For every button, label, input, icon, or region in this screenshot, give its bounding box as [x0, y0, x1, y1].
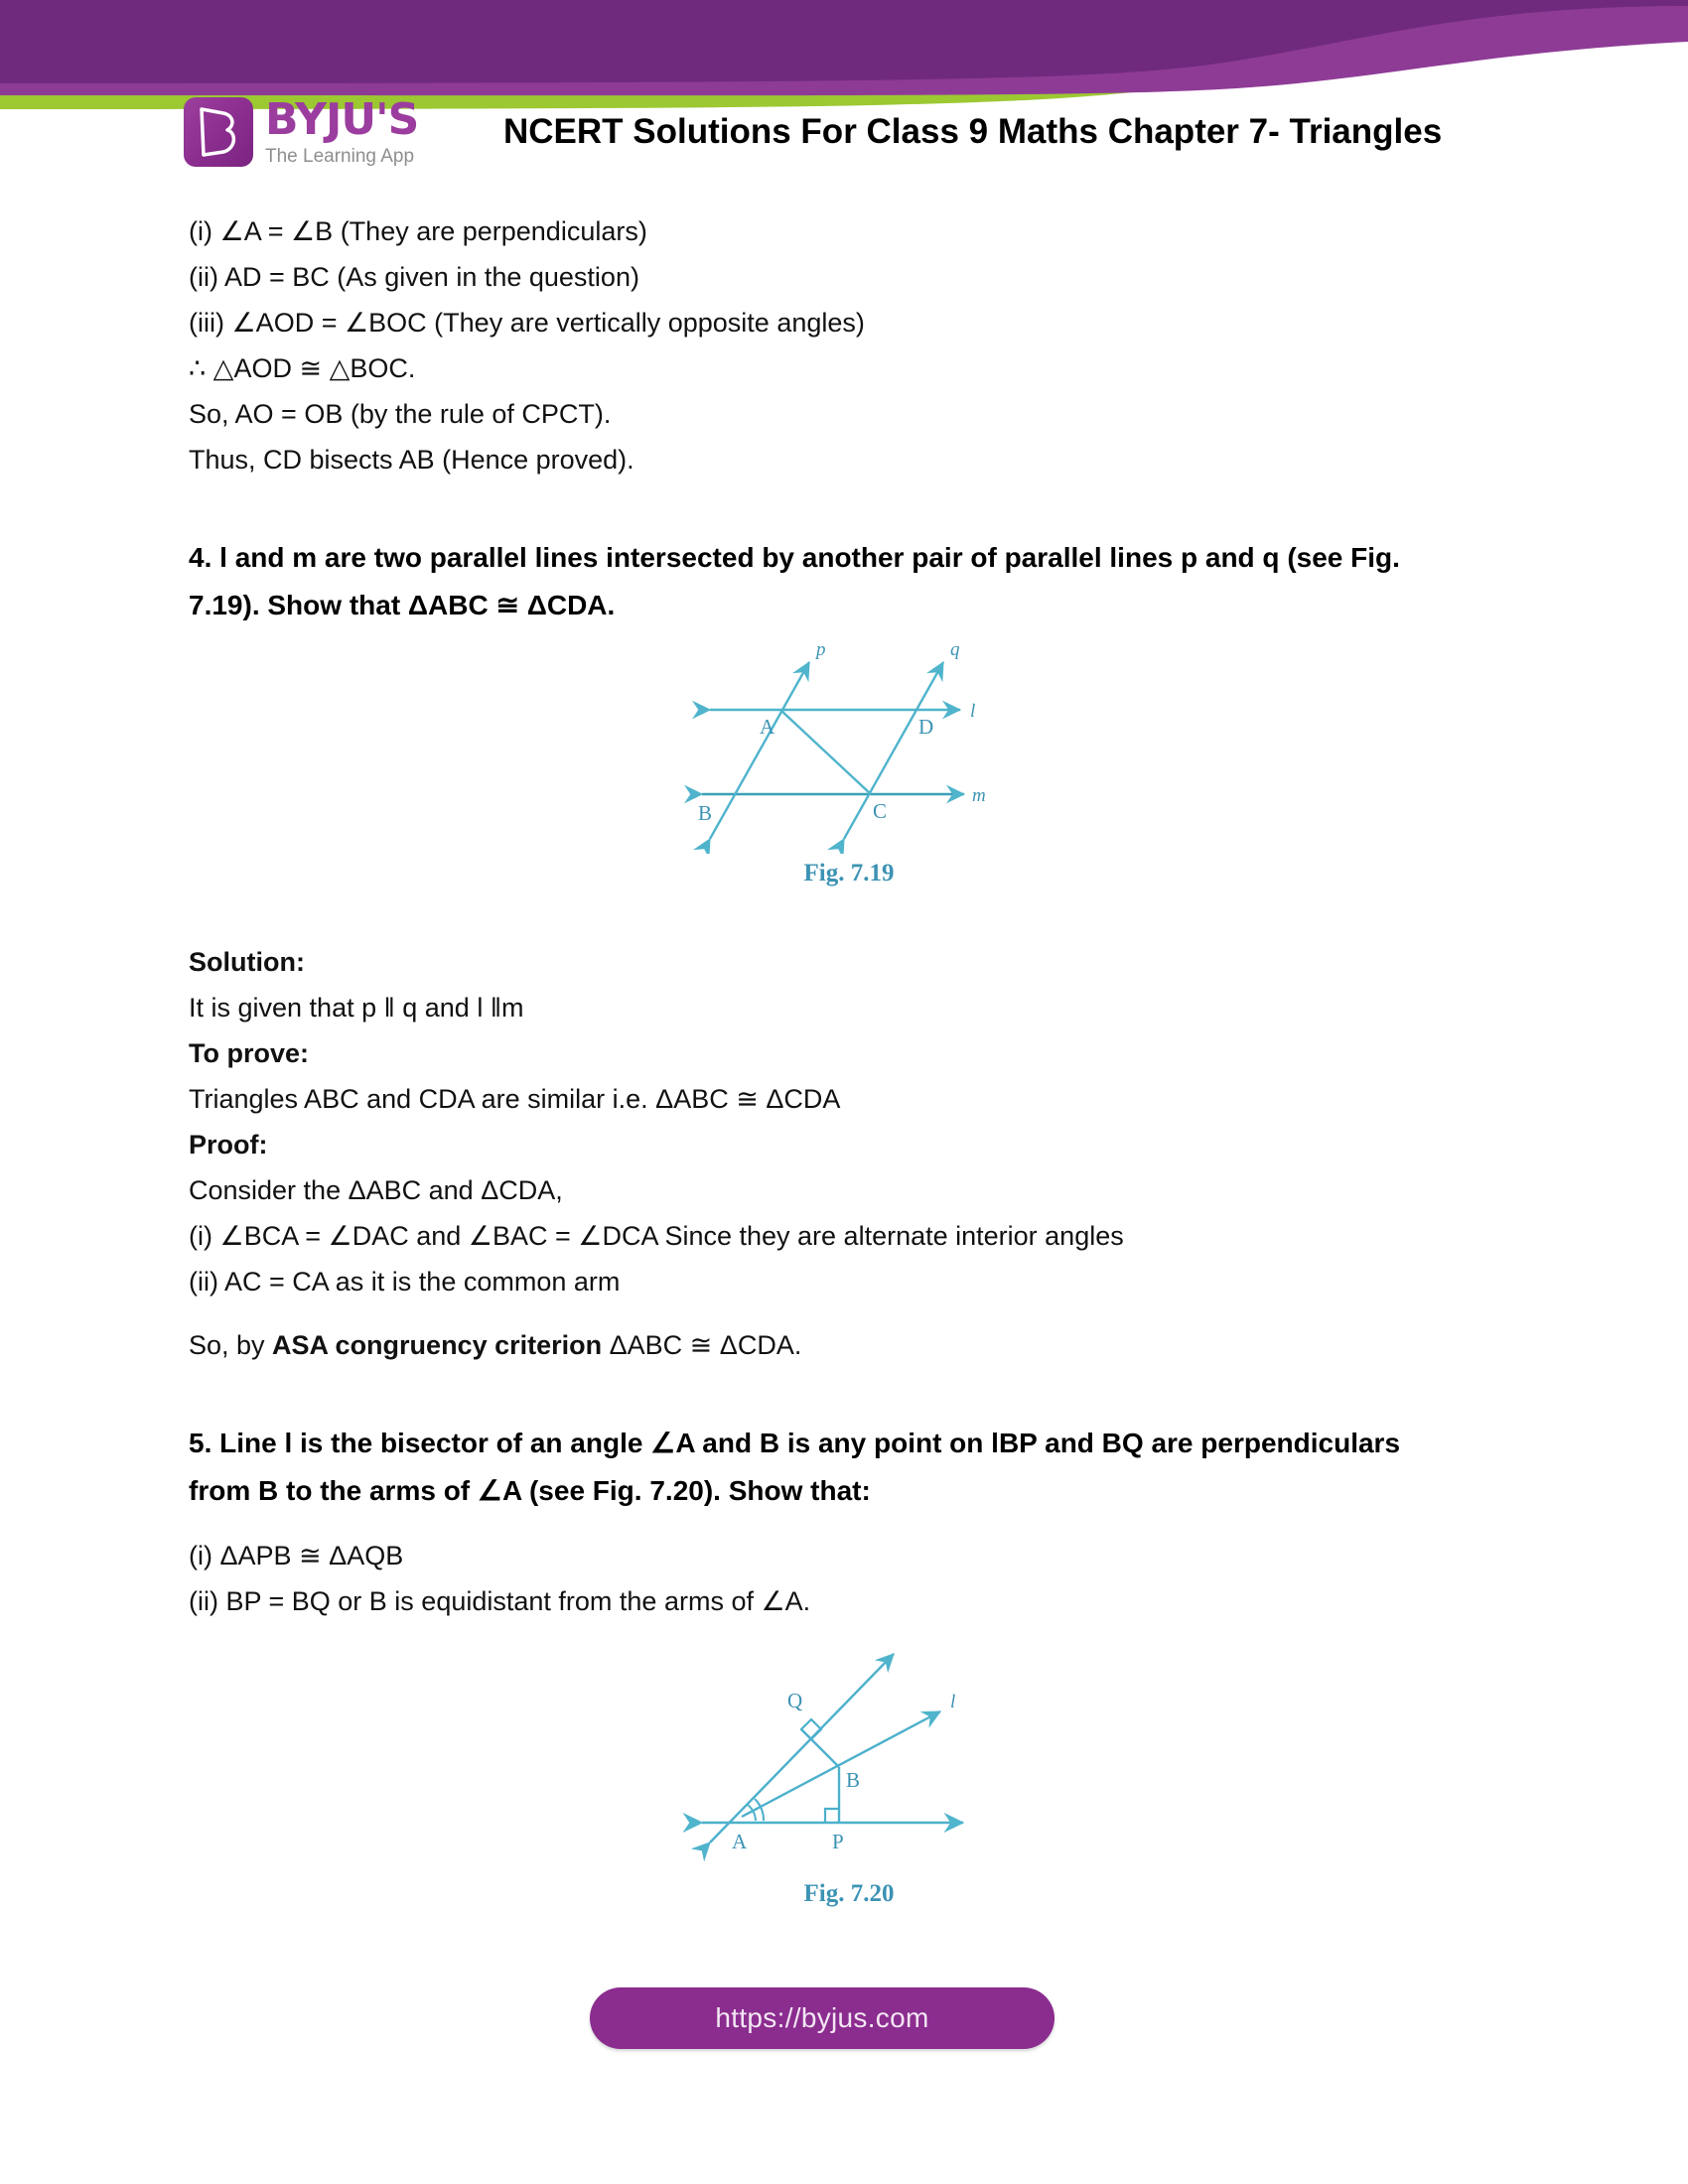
solution-4-block [189, 939, 1509, 1368]
byjus-website-link[interactable] [590, 1987, 1055, 2049]
proof-line: (iii) ∠AOD = ∠BOC (They are vertically opposite angles) [189, 308, 865, 338]
continued-proof-block [189, 208, 1509, 482]
proof-line: So, AO = OB (by the rule of CPCT). [189, 399, 612, 429]
page-header [184, 77, 1594, 187]
logo-b-glyph-icon [194, 105, 243, 159]
conclusion-line [189, 1322, 1509, 1368]
question-5-part: (i) ΔAPB ≅ ΔAQB [189, 1541, 404, 1570]
spacer [189, 482, 1509, 534]
figure-label-P: P [832, 1830, 844, 1853]
proof-heading: Proof: [189, 1130, 268, 1160]
figure-7-20-caption: Fig. 7.20 [803, 1880, 895, 1907]
right-angle-mark-p [825, 1809, 839, 1823]
logo-text-block [265, 94, 419, 167]
figure-label-A: A [732, 1830, 748, 1853]
line-q [844, 662, 943, 839]
figure-label-p: p [816, 639, 826, 660]
figure-label-C: C [873, 799, 888, 823]
right-angle-mark-q [801, 1719, 821, 1739]
proof-line: (ii) AD = BC (As given in the question) [189, 262, 639, 292]
spacer [189, 1304, 1509, 1322]
conclusion-suffix: ΔABC ≅ ΔCDA. [602, 1330, 802, 1360]
proof-step: (i) ∠BCA = ∠DAC and ∠BAC = ∠DCA Since they are alternate interior angles [189, 1221, 1124, 1251]
to-prove-text: Triangles ABC and CDA are similar i.e. ΔABC ≅ ΔCDA [189, 1084, 841, 1114]
figure-7-20-drawing [680, 1646, 1018, 1874]
question-5-text-line2: from B to the arms of ∠A (see Fig. 7.20). Show that: [189, 1475, 871, 1506]
byjus-logo-mark-icon [184, 97, 253, 167]
figure-label-B: B [698, 801, 713, 825]
figure-label-D: D [918, 715, 934, 739]
figure-7-19-caption: Fig. 7.19 [803, 860, 895, 887]
figure-label-B: B [846, 1768, 861, 1792]
question-4-block [189, 534, 1509, 629]
proof-step: Consider the ΔABC and ΔCDA, [189, 1175, 563, 1205]
spacer [189, 1368, 1509, 1420]
question-4-text-line2: 7.19). Show that ΔABC ≅ ΔCDA. [189, 590, 616, 620]
given-line: It is given that p ‖ q and l ‖m [189, 993, 524, 1023]
to-prove-heading: To prove: [189, 1038, 309, 1068]
byjus-website-link-text: https://byjus.com [715, 2002, 929, 2033]
figure-7-19 [189, 635, 1509, 887]
spacer [189, 887, 1509, 939]
logo-tagline: The Learning App [265, 146, 415, 167]
document-content [189, 208, 1509, 1908]
question-5-part: (ii) BP = BQ or B is equidistant from the arms of ∠A. [189, 1586, 811, 1616]
proof-line: (i) ∠A = ∠B (They are perpendiculars) [189, 216, 647, 246]
line-p [710, 662, 809, 839]
bisector-line-l [742, 1711, 940, 1817]
page-title: NCERT Solutions For Class 9 Maths Chapter 7- Triangles [503, 112, 1443, 151]
figure-label-l: l [950, 1692, 956, 1712]
proof-line: ∴ △AOD ≅ △BOC. [189, 353, 416, 383]
conclusion-criterion: ASA congruency criterion [272, 1330, 603, 1360]
question-5-block [189, 1420, 1509, 1624]
figure-label-q: q [950, 639, 960, 660]
question-4-text-line1: 4. l and m are two parallel lines intersected by another pair of parallel lines p and q (see Fig. [189, 542, 1400, 573]
figure-7-20 [189, 1646, 1509, 1908]
proof-step: (ii) AC = CA as it is the common arm [189, 1267, 621, 1297]
figure-label-m: m [972, 785, 986, 806]
logo-wordmark: BYJU'S [265, 94, 419, 145]
figure-7-19-drawing [680, 635, 1018, 854]
segment-ac [780, 710, 871, 794]
question-5-text-line1: 5. Line l is the bisector of an angle ∠A and B is any point on lBP and BQ are perpendiculars [189, 1428, 1401, 1458]
proof-line: Thus, CD bisects AB (Hence proved). [189, 445, 634, 475]
byjus-logo[interactable] [184, 94, 482, 167]
spacer [189, 1515, 1509, 1533]
solution-heading: Solution: [189, 947, 305, 977]
arm-upper [710, 1654, 894, 1843]
figure-label-Q: Q [787, 1689, 803, 1712]
figure-label-A: A [760, 715, 775, 739]
figure-label-l: l [970, 701, 976, 722]
conclusion-prefix: So, by [189, 1330, 273, 1360]
